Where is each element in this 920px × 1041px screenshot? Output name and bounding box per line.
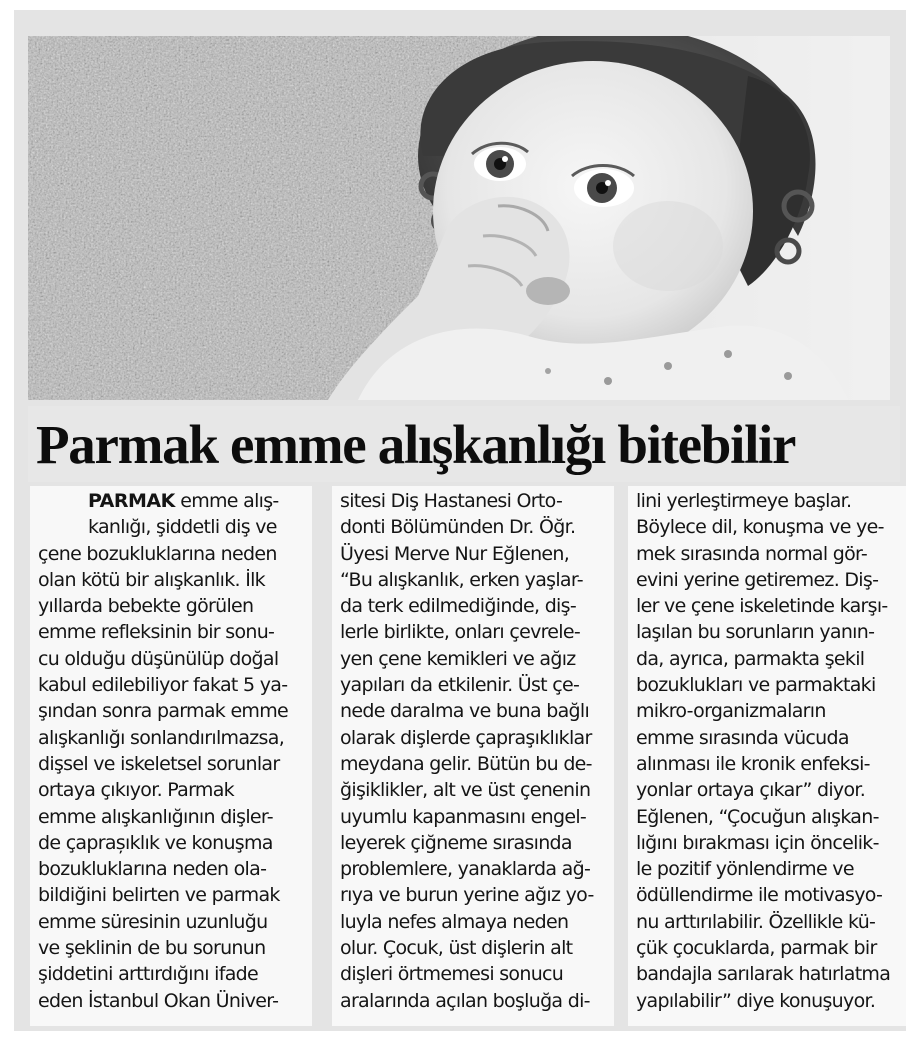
article-column-3 xyxy=(628,486,906,1026)
article-line: yapılabilir” diye konuşuyor. xyxy=(636,989,876,1012)
article-line: mek sırasında normal gör- xyxy=(636,542,868,565)
article-line: çene bozukluklarına neden xyxy=(38,542,277,565)
article-line: emme süresinin uzunluğu xyxy=(38,910,268,933)
article-line: nede daralma ve buna bağlı xyxy=(340,700,590,723)
article-line: cu olduğu düşünülüp doğal xyxy=(38,647,279,670)
article-line: bandajla sarılarak hatırlatma xyxy=(636,963,891,986)
article-line: emme alışkanlığının dişler- xyxy=(38,805,273,828)
article-line: Eğlenen, “Çocuğun alışkan- xyxy=(636,805,879,828)
article-line: dişleri örtmemesi sonucu xyxy=(340,963,564,986)
article-line: emme refleksinin bir sonu- xyxy=(38,621,275,644)
article-headline: Parmak emme alışkanlığı bitebilir xyxy=(36,414,796,475)
article-line: lerle birlikte, onları çevrele- xyxy=(340,621,581,644)
article-line: ortaya çıkıyor. Parmak xyxy=(38,779,234,802)
lead-word: PARMAK xyxy=(88,490,175,512)
article-line: yonlar ortaya çıkar” diyor. xyxy=(636,779,866,802)
article-line: yen çene kemikleri ve ağız xyxy=(340,647,576,670)
child-thumb-sucking-photo xyxy=(28,36,890,400)
article-line: de çaprașıklık ve konuşma xyxy=(38,831,273,854)
article-line: “Bu alışkanlık, erken yaşlar- xyxy=(340,568,583,591)
article-line: şiddetini arttırdığını ifade xyxy=(38,963,258,986)
article-line xyxy=(38,488,306,514)
article-line: şından sonra parmak emme xyxy=(38,700,289,723)
article-line: donti Bölümünden Dr. Öğr. xyxy=(340,516,576,539)
article-line: olur. Çocuk, üst dişlerin alt xyxy=(340,937,573,960)
article-line: nu arttırılabilir. Özellikle kü- xyxy=(636,910,876,933)
article-line: problemlere, yanaklarda ağ- xyxy=(340,858,591,881)
article-line: le pozitif yönlendirme ve xyxy=(636,858,854,881)
article-line: bildiğini belirten ve parmak xyxy=(38,884,280,907)
article-line: yıllarda bebekte görülen xyxy=(38,595,254,618)
article-line: çük çocuklarda, parmak bir xyxy=(636,937,877,960)
article-line: ödüllendirme ile motivasyo- xyxy=(636,884,883,907)
article-line: uyumlu kapanmasını engel- xyxy=(340,805,587,828)
article-line: rıya ve burun yerine ağız yo- xyxy=(340,884,594,907)
article-line: ğişiklikler, alt ve üst çenenin xyxy=(340,779,591,802)
article-line: eden İstanbul Okan Üniver- xyxy=(38,989,279,1012)
article-line: meydana gelir. Bütün bu de- xyxy=(340,752,592,775)
article-line: ve şeklinin de bu sorunun xyxy=(38,937,266,960)
article-line: Böylece dil, konuşma ve ye- xyxy=(636,516,884,539)
article-column-1 xyxy=(30,486,312,1026)
article-line: Üyesi Merve Nur Eğlenen, xyxy=(340,542,570,565)
article-line: olan kötü bir alışkanlık. İlk xyxy=(38,568,265,591)
article-line: bozukluklarına neden ola- xyxy=(38,858,267,881)
article-line: evini yerine getiremez. Diş- xyxy=(636,568,879,591)
article-line: kanlığı, şiddetli diş ve xyxy=(88,516,277,539)
article-line: olarak dişlerde çapraşıklıklar xyxy=(340,726,592,749)
article-line: mikro-organizmaların xyxy=(636,700,826,723)
article-line: lığını bırakması için öncelik- xyxy=(636,831,879,854)
article-column-2 xyxy=(332,486,614,1026)
article-line: da terk edilmediğinde, diş- xyxy=(340,595,576,618)
article-line: luyla nefes almaya neden xyxy=(340,910,569,933)
article-line: ler ve çene iskeletinde karşı- xyxy=(636,595,888,618)
article-line: emme sırasında vücuda xyxy=(636,726,849,749)
article-line: leyerek çiğneme sırasında xyxy=(340,831,572,854)
article-line: dişsel ve iskeletsel sorunlar xyxy=(38,752,280,775)
article-line: laşılan bu sorunların yanın- xyxy=(636,621,875,644)
article-line: sitesi Diş Hastanesi Orto- xyxy=(340,490,563,512)
article-line: aralarında açılan boşluğa di- xyxy=(340,989,590,1012)
article-line: bozuklukları ve parmaktaki xyxy=(636,674,876,697)
article-line: kabul edilebiliyor fakat 5 ya- xyxy=(38,674,288,697)
article-line: da, ayrıca, parmakta şekil xyxy=(636,647,865,670)
article-line-text: emme alış- xyxy=(174,490,279,512)
article-line: yapıları da etkilenir. Üst çe- xyxy=(340,674,580,697)
article-line: alışkanlığı sonlandırılmazsa, xyxy=(38,726,285,749)
article-line: lini yerleştirmeye başlar. xyxy=(636,490,852,512)
article-line: alınması ile kronik enfeksi- xyxy=(636,752,870,775)
